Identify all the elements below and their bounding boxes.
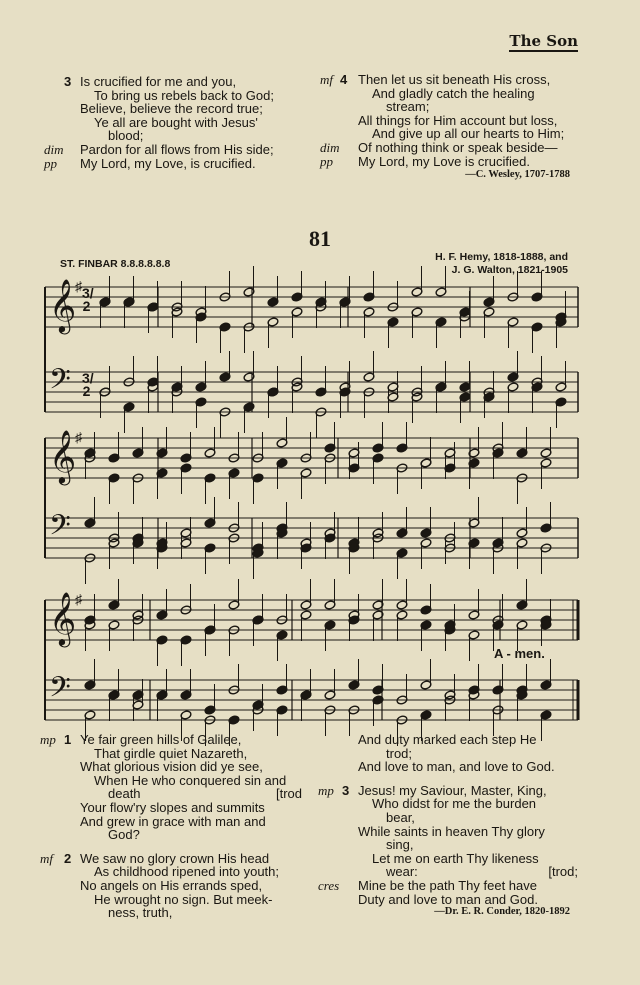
- amen-lyric: A - men.: [494, 646, 545, 661]
- verse-text: Ye all are bought with Jesus': [94, 114, 258, 130]
- verse-line: [40, 774, 302, 788]
- verse-text: Believe, believe the record true;: [80, 101, 263, 117]
- dynamic-mark: mf: [40, 850, 53, 866]
- verse-text: And grew in grace with man and: [80, 813, 266, 829]
- verse: [40, 733, 302, 842]
- verse-text: Pardon for all flows from His side;: [80, 141, 274, 157]
- verse-line: [40, 733, 302, 747]
- verse-line: [40, 787, 302, 801]
- section-header: The Son: [509, 32, 578, 50]
- verse-text-carry: [trod: [275, 786, 302, 802]
- treble-clef: 𝄞: [49, 278, 77, 332]
- verse-text: Who didst for me the burden: [372, 796, 537, 812]
- dynamic-mark: pp: [320, 153, 333, 169]
- dynamic-mark: cres: [318, 877, 340, 893]
- verse-text: Of nothing think or speak beside—: [358, 139, 558, 155]
- verse-text: We saw no glory crown His head: [80, 850, 270, 866]
- tune-name: ST. FINBAR 8.8.8.8.8.8: [60, 258, 171, 270]
- verse-text: And give up all our hearts to Him;: [372, 126, 565, 142]
- verse-text: Ye fair green hills of Galilee,: [80, 732, 242, 747]
- time-signature-treble: 3/2: [82, 285, 94, 314]
- verse-line: [40, 760, 302, 774]
- verse-number: 1: [64, 732, 72, 747]
- verse-text: wear:: [386, 864, 418, 880]
- verse-text: stream;: [386, 99, 430, 115]
- verse-line: [40, 879, 302, 893]
- treble-clef: 𝄞: [49, 591, 77, 645]
- verse-line: [318, 865, 578, 879]
- time-signature-bass: 3/2: [82, 370, 94, 399]
- verse-text: That girdle quiet Nazareth,: [94, 745, 248, 761]
- verse-text: And duty marked each step He: [358, 732, 537, 747]
- bass-clef: 𝄢: [49, 363, 71, 403]
- verse-text: My Lord, my Love is crucified.: [358, 153, 530, 169]
- verse-line: [318, 811, 578, 825]
- verse-text: trod;: [386, 745, 413, 761]
- verse-text: bear,: [386, 809, 415, 825]
- verse-line: [40, 865, 302, 879]
- verses-left: [40, 733, 302, 930]
- verse-text: No angels on His errands sped,: [80, 877, 263, 893]
- hymn-author: —Dr. E. R. Conder, 1820-1892: [434, 906, 570, 917]
- bass-clef: 𝄢: [49, 509, 71, 549]
- verse-line: [318, 797, 578, 811]
- verse-text: Let me on earth Thy likeness: [372, 850, 539, 866]
- verse-text: He wrought no sign. But meek-: [94, 891, 273, 907]
- key-signature-sharp: ♯: [75, 593, 82, 608]
- verse-text: What glorious vision did ye see,: [80, 759, 263, 775]
- verse-number: 3: [342, 782, 350, 798]
- verse-text: death: [108, 786, 141, 802]
- verse-text: Duty and love to man and God.: [358, 891, 538, 907]
- verse-text: Mine be the path Thy feet have: [358, 877, 537, 893]
- verse-text: ness, truth,: [108, 905, 173, 921]
- verse-line: [40, 893, 302, 907]
- verse-line: [318, 825, 578, 839]
- verse: [318, 733, 578, 774]
- verse-text: Your flow'ry slopes and summits: [80, 799, 265, 815]
- dynamic-mark: dim: [320, 139, 340, 155]
- dynamic-mark: pp: [44, 155, 57, 171]
- bass-clef: 𝄢: [49, 671, 71, 711]
- verse-line: [40, 906, 302, 920]
- verse-number: 4: [340, 72, 348, 87]
- verse-text: As childhood ripened into youth;: [94, 864, 280, 880]
- verse-text-carry: [trod;: [548, 864, 578, 880]
- dynamic-mark: mp: [40, 732, 56, 747]
- treble-clef: 𝄞: [49, 429, 77, 483]
- composer-line-1: H. F. Hemy, 1818-1888, and: [435, 251, 568, 263]
- verse-line: [318, 893, 578, 907]
- verse-text: While saints in heaven Thy glory: [358, 823, 545, 839]
- verse-text: All things for Him account but loss,: [358, 112, 558, 128]
- verse-line: [40, 815, 302, 829]
- verse-number: 3: [64, 74, 72, 89]
- dynamic-mark: dim: [44, 141, 64, 157]
- prev-author: —C. Wesley, 1707-1788: [465, 169, 570, 180]
- verse-line: [318, 747, 578, 761]
- verse-text: blood;: [108, 128, 144, 144]
- verse-line: [318, 838, 578, 852]
- verse-line: [318, 733, 578, 747]
- verse-text: Then let us sit beneath His cross,: [358, 72, 551, 87]
- verse-number: 2: [64, 850, 72, 866]
- verse-line: [318, 879, 578, 893]
- dynamic-mark: mp: [318, 782, 334, 798]
- verse: [318, 784, 578, 906]
- verse: [40, 852, 302, 920]
- verse-text: And love to man, and love to God.: [358, 759, 555, 775]
- hymn-number: 81: [309, 226, 331, 251]
- verse-line: [318, 760, 578, 774]
- verse-text: Jesus! my Saviour, Master, King,: [358, 782, 547, 798]
- verse-line: [318, 784, 578, 798]
- key-signature-sharp: ♯: [75, 280, 82, 295]
- verses-right: [318, 733, 578, 916]
- verse-line: [40, 828, 302, 842]
- key-signature-sharp: ♯: [75, 431, 82, 446]
- composer-line-2: J. G. Walton, 1821-1905: [451, 264, 568, 276]
- verse-line: [318, 852, 578, 866]
- verse-text: And gladly catch the healing: [372, 85, 535, 101]
- verse-text: When He who conquered sin and: [94, 772, 287, 788]
- verse-line: [40, 852, 302, 866]
- verse-text: sing,: [386, 837, 414, 853]
- verse-text: My Lord, my Love, is crucified.: [80, 155, 256, 171]
- dynamic-mark: mf: [320, 72, 333, 87]
- verse-text: To bring us rebels back to God;: [94, 87, 274, 103]
- verse-text: God?: [108, 827, 140, 843]
- verse-line: [40, 801, 302, 815]
- verse-line: [40, 747, 302, 761]
- verse-text: Is crucified for me and you,: [80, 74, 237, 89]
